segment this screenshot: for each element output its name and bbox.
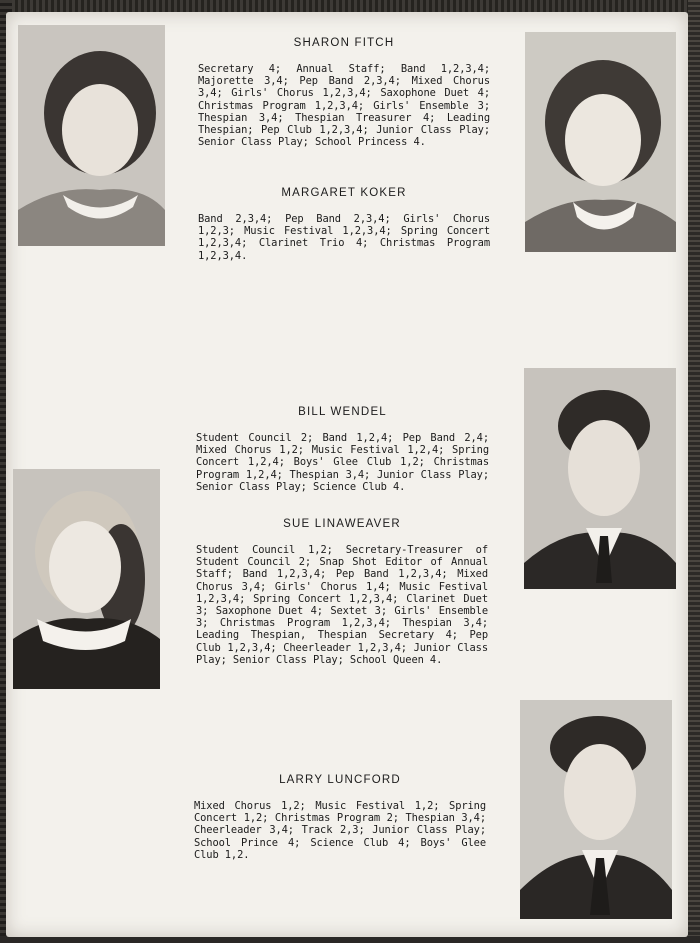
senior-activities: Secretary 4; Annual Staff; Band 1,2,3,4; Majorette 3,4; Pep Band 2,3,4; Mixed Chorus 3,4; Girls' Chorus 1,2,3,4; Saxophone Duet 4; Christmas Program 1,2,3,4; Girls' Ensemble 3; Thespian 3,4; Thespian Treasurer 4; Leading Thespian; Pep Club 1,2,3,4; Junior Class Play; Senior Class Play; School Princess 4.: [198, 63, 490, 149]
senior-activities: Mixed Chorus 1,2; Music Festival 1,2; Spring Concert 1,2; Christmas Program 2; Thespian 3,4; Cheerleader 3,4; Track 2,3; Junior Class Play; School Prince 4; Science Club 4; Boys' Glee Club 1,2.: [194, 800, 486, 861]
portrait-sue-linaweaver: [13, 469, 160, 689]
senior-entry-sharon-fitch: [198, 37, 490, 148]
senior-name: SHARON FITCH: [293, 37, 395, 49]
senior-activities: Student Council 2; Band 1,2,4; Pep Band 2,4; Mixed Chorus 1,2; Music Festival 1,2,4; Spring Concert 1,2,4; Boys' Glee Club 1,2; Christmas Program 1,2,4; Thespian 3,4; Junior Class Play; Senior Class Play; Science Club 4.: [196, 432, 489, 493]
senior-name: LARRY LUNCFORD: [279, 774, 401, 786]
senior-entry-sue-linaweaver: [196, 518, 488, 666]
portrait-larry-luncford: [520, 700, 672, 919]
senior-activities: Student Council 1,2; Secretary-Treasurer of Student Council 2; Snap Shot Editor of Annual Staff; Band 1,2,3,4; Pep Band 1,2,3,4; Mixed Chorus 3,4; Girls' Chorus 1,4; Music Festival 1,2,3,4; Spring Concert 1,2,3,4; Clarinet Duet 3; Saxophone Duet 4; Sextet 3; Girls' Ensemble 3; Christmas Program 1,2,3,4; Thespian 3,4; Leading Thespian, Thespian Secretary 4; Pep Club 1,2,3,4; Cheerleader 1,2,3,4; Junior Class Play; Senior Class Play; School Queen 4.: [196, 544, 488, 666]
senior-name: BILL WENDEL: [298, 406, 387, 418]
portrait-sharon-fitch: [18, 25, 165, 246]
portrait-margaret-koker: [525, 32, 676, 252]
portrait-bill-wendel: [524, 368, 676, 589]
senior-entry-larry-luncford: [194, 774, 486, 861]
book-page-edges: [688, 0, 700, 943]
senior-name: MARGARET KOKER: [281, 187, 407, 199]
senior-name: SUE LINAWEAVER: [283, 518, 401, 530]
senior-entry-margaret-koker: [198, 187, 490, 262]
book-top-edge: [0, 0, 700, 12]
book-bottom-edge: [0, 936, 700, 943]
senior-entry-bill-wendel: [196, 406, 489, 493]
senior-activities: Band 2,3,4; Pep Band 2,3,4; Girls' Chorus 1,2,3; Music Festival 1,2,3,4; Spring Concert 1,2,3,4; Clarinet Trio 4; Christmas Program 1,2,3,4.: [198, 213, 490, 262]
